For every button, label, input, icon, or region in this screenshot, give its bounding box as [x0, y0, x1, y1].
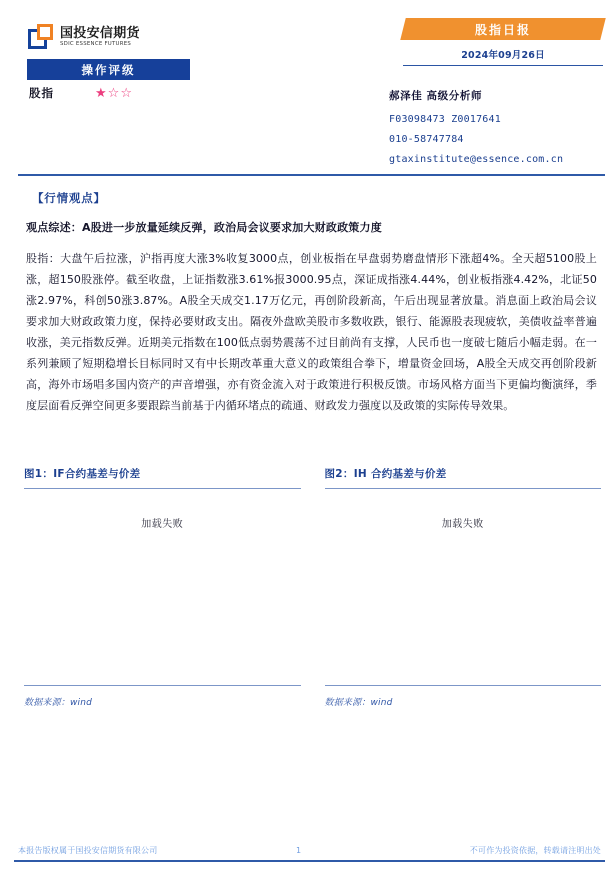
footer-disclaimer: 不可作为投资依据，转载请注明出处: [469, 846, 601, 855]
operation-rating-bar: 操作评级: [27, 59, 190, 80]
view-summary-lead: 观点综述：A股进一步放量延续反弹，政治局会议要求加大财政政策力度: [26, 221, 382, 234]
figure-1-source: 数据来源：wind: [24, 685, 301, 708]
logo-orange-square: [37, 24, 53, 40]
figure-2: [325, 466, 602, 708]
figure-1: [24, 466, 301, 708]
section-heading: 【行情观点】: [32, 191, 106, 205]
header-divider: [18, 174, 605, 176]
company-name-cn: 国投安信期货: [60, 25, 140, 41]
report-date: 2024年09月26日: [403, 47, 603, 66]
report-header: [0, 0, 615, 176]
star-rating: [95, 87, 132, 100]
figure-1-caption: 图1：IF合约基差与价差: [24, 466, 301, 489]
page-footer: [18, 845, 601, 856]
analyst-email: gtaxinstitute@essence.com.cn: [389, 154, 564, 165]
footer-copyright: 本报告版权属于国投安信期货有限公司: [18, 846, 158, 855]
figure-2-body: [325, 489, 602, 685]
market-view-section: [26, 190, 597, 416]
figure-2-caption: 图2：IH 合约基差与价差: [325, 466, 602, 489]
report-title-banner: [403, 18, 603, 40]
logo-wordmark: [60, 27, 140, 48]
sdic-square-logo-icon: [28, 24, 54, 50]
company-name-en: SDIC ESSENCE FUTURES: [60, 41, 132, 48]
rating-instrument-label: 股指: [29, 86, 54, 100]
report-title: 股指日报: [474, 22, 531, 37]
footer-divider: [14, 860, 605, 862]
footer-page-number: 1: [295, 846, 302, 855]
star-empty-icon: ☆: [120, 85, 132, 101]
star-filled-icon: ★: [95, 85, 107, 101]
figure-2-source: 数据来源：wind: [325, 685, 602, 708]
analyst-info: [389, 88, 603, 174]
star-empty-icon: ☆: [107, 85, 120, 101]
figure-1-placeholder: 加载失败: [141, 519, 184, 530]
company-logo: [28, 24, 140, 50]
figures-row: [24, 466, 601, 708]
analyst-license: F03098473 Z0017641: [389, 114, 501, 125]
figure-2-placeholder: 加载失败: [441, 519, 484, 530]
analyst-phone: 010-58747784: [389, 134, 464, 145]
rating-row: [29, 85, 132, 101]
view-body-text: 股指：大盘午后拉涨，沪指再度大涨3%收复3000点，创业板指在早盘弱势磨盘情形下涨超4%。全天超5100股上涨，超150股涨停。截至收盘，上证指数涨3.61%报3000.95点，深证成指涨4.44%，创业板指涨4.42%，北证50涨2.97%，科创50涨3.87%。A股全天成交1.17万亿元，再创阶段新高，午后出现显著放量。消息面上政治局会议要求加大财政政策力度，保持必要财政支出。隔夜外盘欧美股市多数收跌，银行、能源股表现疲软，美债收益率普遍收涨，美元指数反弹。近期美元指数在100低点弱势震荡不过目前尚有支撑，人民币也一度破七随后小幅走弱。在一系列兼顾了短期稳增长目标同时又有中长期改革重大意义的政策组合拳下，增量资金回场，A股全天成交再创阶段新高，海外市场唱多国内资产的声音增强，亦有资金流入对于政策进行积极反馈。市场风格方面当下更偏均衡演绎，季度层面看反弹空间更多要跟踪当前基于内循环堵点的疏通、财政发力强度以及政策的实际传导效果。: [26, 251, 597, 413]
analyst-name: 郝泽佳 高级分析师: [389, 90, 483, 102]
figure-1-body: [24, 489, 301, 685]
